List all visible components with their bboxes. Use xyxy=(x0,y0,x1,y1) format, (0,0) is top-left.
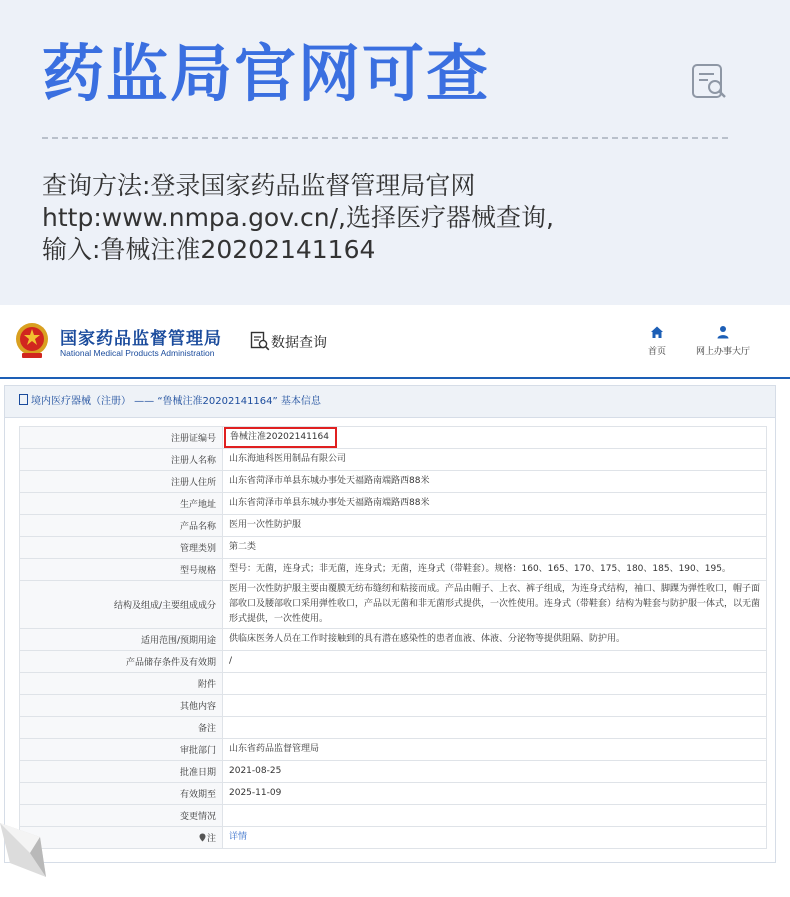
row-label: 注册人名称 xyxy=(20,449,223,471)
table-row xyxy=(20,717,767,739)
table-row xyxy=(20,449,767,471)
row-label: 适用范围/预期用途 xyxy=(20,629,223,651)
user-icon xyxy=(716,325,730,339)
row-value: 医用一次性防护服 xyxy=(223,515,767,537)
row-value: 2025-11-09 xyxy=(223,783,767,805)
table-row xyxy=(20,493,767,515)
row-label: 有效期至 xyxy=(20,783,223,805)
table-row xyxy=(20,761,767,783)
row-value xyxy=(223,427,767,449)
row-value: 山东省药品监督管理局 xyxy=(223,739,767,761)
row-value: 山东省菏泽市单县东城办事处天福路南端路西88米 xyxy=(223,493,767,515)
row-value: 供临床医务人员在工作时接触到的具有潜在感染性的患者血液、体液、分泌物等提供阻隔、防护用。 xyxy=(223,629,767,651)
table-row xyxy=(20,783,767,805)
highlighted-registration-number: 鲁械注准20202141164 xyxy=(224,427,337,448)
row-label: 型号规格 xyxy=(20,559,223,581)
row-value xyxy=(223,695,767,717)
row-label: 注册证编号 xyxy=(20,427,223,449)
banner xyxy=(0,0,790,305)
table-row xyxy=(20,515,767,537)
table-row xyxy=(20,805,767,827)
row-value xyxy=(223,805,767,827)
row-label: 变更情况 xyxy=(20,805,223,827)
nav-home-label: 首页 xyxy=(648,347,667,357)
row-value xyxy=(223,673,767,695)
page-curl-icon xyxy=(0,823,52,879)
table-row xyxy=(20,537,767,559)
row-label: 批准日期 xyxy=(20,761,223,783)
site-header xyxy=(0,305,790,377)
website-screenshot xyxy=(0,305,790,897)
row-label: 附件 xyxy=(20,673,223,695)
row-label: 结构及组成/主要组成成分 xyxy=(20,581,223,629)
search-document-icon xyxy=(690,62,728,100)
table-row xyxy=(20,651,767,673)
row-value: 型号：无菌，连身式；非无菌，连身式；无菌，连身式（带鞋套）。规格：160、165、170、175、180、185、190、195。 xyxy=(223,559,767,581)
row-label: 产品名称 xyxy=(20,515,223,537)
row-value xyxy=(223,717,767,739)
row-value xyxy=(223,827,767,849)
row-value: / xyxy=(223,651,767,673)
row-value: 2021-08-25 xyxy=(223,761,767,783)
nav-home[interactable] xyxy=(648,325,666,357)
nav-online-hall-label: 网上办事大厅 xyxy=(696,347,751,357)
details-link[interactable]: 详情 xyxy=(229,832,248,842)
location-pin-icon xyxy=(199,833,206,842)
query-method-text xyxy=(42,170,742,266)
row-value: 山东省菏泽市单县东城办事处天福路南端路西88米 xyxy=(223,471,767,493)
info-table xyxy=(19,426,767,849)
method-line: http:www.nmpa.gov.cn/,选择医疗器械查询, xyxy=(42,203,554,232)
site-name-en: National Medical Products Administration xyxy=(60,348,215,358)
row-value: 医用一次性防护服主要由覆膜无纺布缝纫和粘接而成。产品由帽子、上衣、裤子组成，为连身式结构，袖口、脚踝为弹性收口，帽子面部收口及腰部收口采用弹性收口，产品以无菌和非无菌形式提供，一次性使用。连身式（带鞋套）结构为鞋套与防护服一体式，以无菌形式提供，一次性使用。 xyxy=(223,581,767,629)
table-row xyxy=(20,695,767,717)
row-value: 第二类 xyxy=(223,537,767,559)
document-icon xyxy=(19,394,28,405)
row-label: 生产地址 xyxy=(20,493,223,515)
row-label-text: 注 xyxy=(206,834,216,844)
row-value: 山东海迪科医用制品有限公司 xyxy=(223,449,767,471)
banner-divider xyxy=(42,137,728,139)
table-row xyxy=(20,827,767,849)
row-label: 产品储存条件及有效期 xyxy=(20,651,223,673)
home-icon xyxy=(650,325,664,339)
panel-heading xyxy=(5,386,775,418)
method-line: 查询方法:登录国家药品监督管理局官网 xyxy=(42,171,476,200)
table-row xyxy=(20,559,767,581)
header-rule xyxy=(0,377,790,379)
data-query-icon[interactable] xyxy=(250,331,270,351)
data-query-link[interactable]: 数据查询 xyxy=(271,335,327,351)
table-row xyxy=(20,739,767,761)
table-row xyxy=(20,581,767,629)
table-row xyxy=(20,673,767,695)
table-row xyxy=(20,427,767,449)
row-label: 管理类别 xyxy=(20,537,223,559)
detail-panel xyxy=(4,385,776,863)
panel-heading-text: 境内医疗器械（注册） —— “鲁械注准20202141164” 基本信息 xyxy=(31,396,321,407)
nav-online-hall[interactable] xyxy=(696,325,750,357)
banner-title: 药监局官网可查 xyxy=(42,37,491,110)
site-name[interactable]: 国家药品监督管理局 xyxy=(60,329,222,349)
row-label: 其他内容 xyxy=(20,695,223,717)
table-row xyxy=(20,471,767,493)
method-line: 输入:鲁械注准20202141164 xyxy=(42,235,376,264)
row-label: 注册人住所 xyxy=(20,471,223,493)
row-label: 审批部门 xyxy=(20,739,223,761)
national-emblem-icon xyxy=(15,322,49,360)
row-label: 备注 xyxy=(20,717,223,739)
table-row xyxy=(20,629,767,651)
